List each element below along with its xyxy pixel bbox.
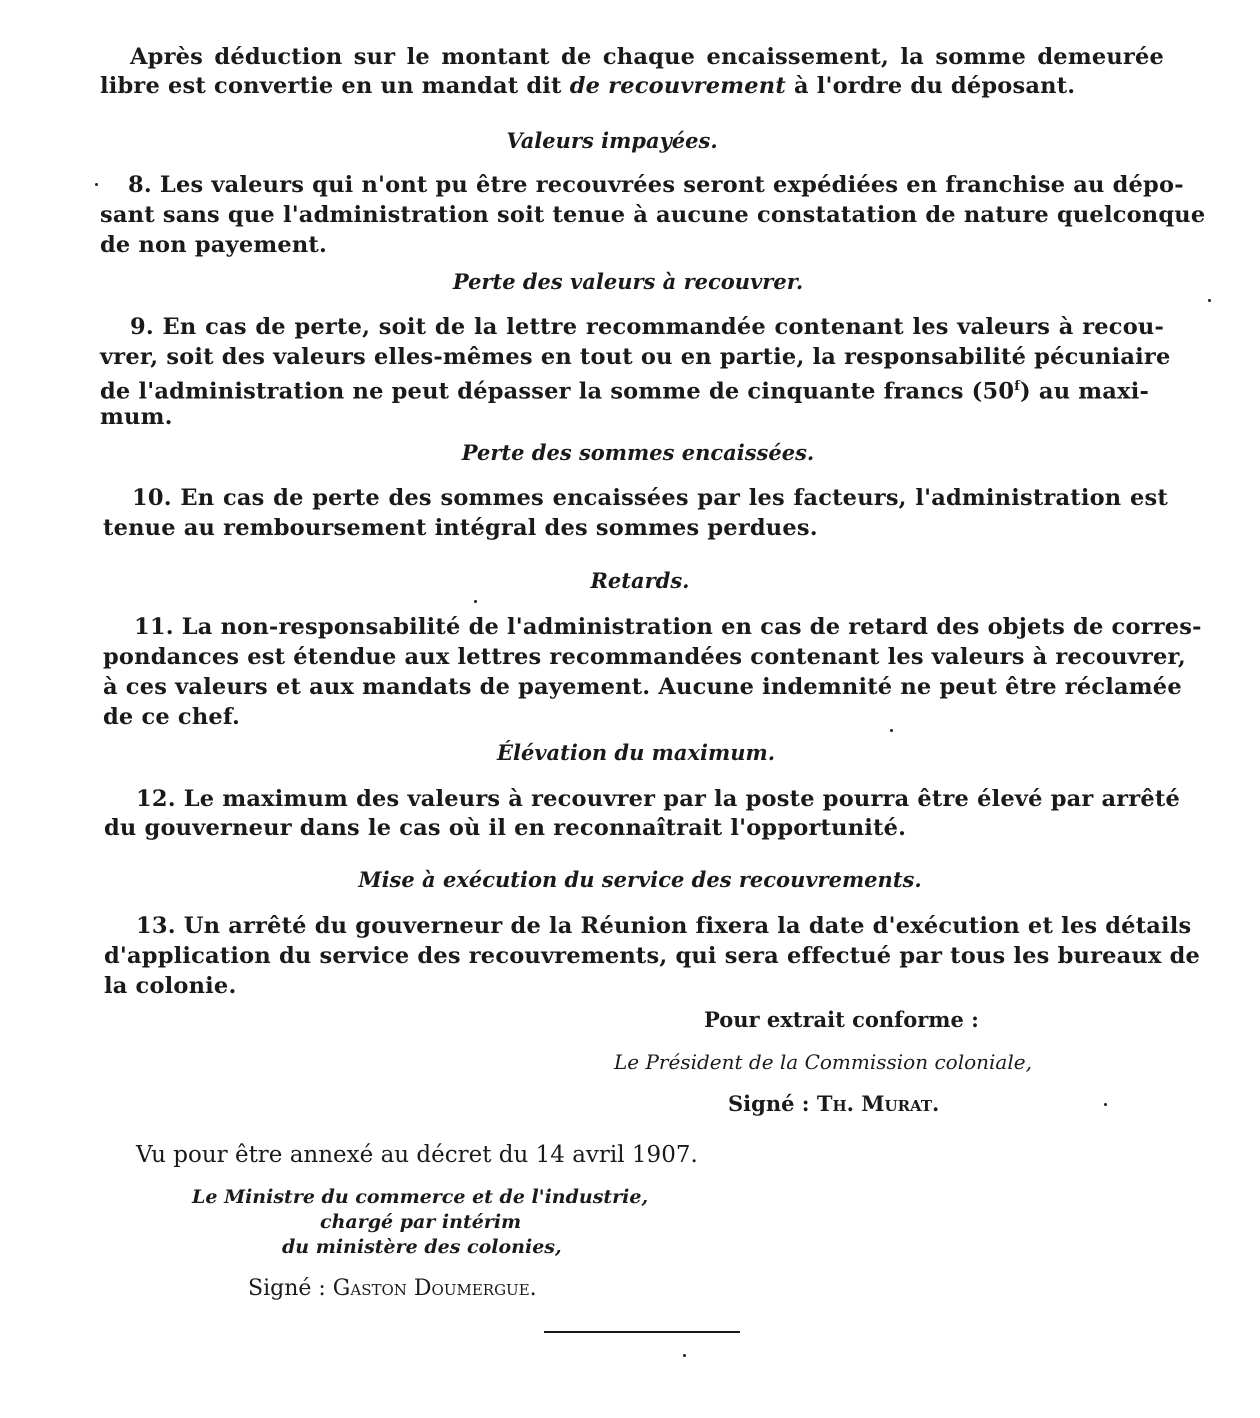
art9-line-2: vrer, soit des valeurs elles-mêmes en tout ou en partie, la responsabilité pécuniaire [100, 344, 1171, 370]
art8-line-2: sant sans que l'administration soit tenue à aucune constatation de nature quelconque [100, 202, 1206, 228]
heading-mise-execution: Mise à exécution du service des recouvrements. [358, 867, 922, 892]
heading-valeurs-impayees: Valeurs impayées. [506, 128, 718, 153]
scan-speck [1104, 1103, 1107, 1106]
art9-line-1: 9. En cas de perte, soit de la lettre recommandée contenant les valeurs à recou- [130, 314, 1164, 340]
extract-signature [728, 1090, 939, 1118]
scan-speck [1208, 299, 1211, 302]
art11-line-4: de ce chef. [103, 704, 241, 730]
annex-signe-label: Signé : [248, 1276, 333, 1301]
scan-speck [683, 1354, 686, 1357]
annex-minister-line-3: du ministère des colonies, [282, 1236, 562, 1258]
intro-line-1: Après déduction sur le montant de chaque encaissement, la somme demeurée [130, 44, 1164, 70]
closing-rule [544, 1331, 740, 1333]
intro-line-2-b: à l'ordre du déposant. [785, 73, 1076, 99]
art10-line-1: 10. En cas de perte des sommes encaissées par les facteurs, l'administration est [132, 485, 1168, 511]
art12-line-2: du gouverneur dans le cas où il en reconnaîtrait l'opportunité. [104, 815, 907, 841]
art11-line-3: à ces valeurs et aux mandats de payement. Aucune indemnité ne peut être réclamée [103, 674, 1182, 700]
art9-superscript: f [1014, 379, 1021, 394]
extract-president: Le Président de la Commission coloniale, [614, 1050, 1032, 1074]
art8-line-3: de non payement. [100, 232, 328, 258]
intro-line-2-a: libre est convertie en un mandat dit [100, 73, 570, 99]
art13-line-3: la colonie. [104, 973, 237, 999]
extract-signe-label: Signé : [728, 1091, 817, 1116]
extract-conforme: Pour extrait conforme : [704, 1007, 979, 1032]
art13-line-2: d'application du service des recouvrements, qui sera effectué par tous les bureaux de [104, 943, 1201, 969]
art11-line-1: 11. La non-responsabilité de l'administration en cas de retard des objets de corres- [134, 614, 1202, 640]
art12-line-1: 12. Le maximum des valeurs à recouvrer par la poste pourra être élevé par arrêté [136, 786, 1181, 812]
scan-speck [890, 729, 893, 732]
art9-line-3-tail: ) au maxi- [1020, 378, 1149, 405]
annex-signatory-name: Gaston Doumergue. [332, 1276, 537, 1301]
heading-perte-sommes: Perte des sommes encaissées. [461, 440, 815, 465]
heading-elevation: Élévation du maximum. [496, 740, 776, 765]
art10-line-2: tenue au remboursement intégral des sommes perdues. [103, 515, 818, 541]
intro-line-2-emphasis: de recouvrement [569, 73, 786, 99]
art11-line-2: pondances est étendue aux lettres recommandées contenant les valeurs à recouvrer, [103, 644, 1186, 670]
heading-perte-valeurs: Perte des valeurs à recouvrer. [452, 269, 804, 294]
intro-line-2 [100, 71, 1168, 101]
extract-signatory-name: Th. Murat. [816, 1091, 940, 1116]
heading-retards: Retards. [590, 568, 690, 593]
annex-minister-line-2: chargé par intérim [320, 1211, 522, 1233]
annex-minister-line-1: Le Ministre du commerce et de l'industrie, [192, 1186, 649, 1208]
art8-line-1: 8. Les valeurs qui n'ont pu être recouvrées seront expédiées en franchise au dépo- [128, 172, 1184, 198]
art9-line-4: mum. [100, 404, 173, 430]
art9-line-3-text: de l'administration ne peut dépasser la somme de cinquante francs (50 [100, 378, 1015, 405]
scan-speck [474, 600, 477, 603]
annex-signature [248, 1274, 537, 1304]
scan-speck [95, 183, 98, 186]
annex-vu-pour: Vu pour être annexé au décret du 14 avril 1907. [136, 1142, 698, 1168]
art13-line-1: 13. Un arrêté du gouverneur de la Réunion fixera la date d'exécution et les détails [136, 913, 1192, 939]
